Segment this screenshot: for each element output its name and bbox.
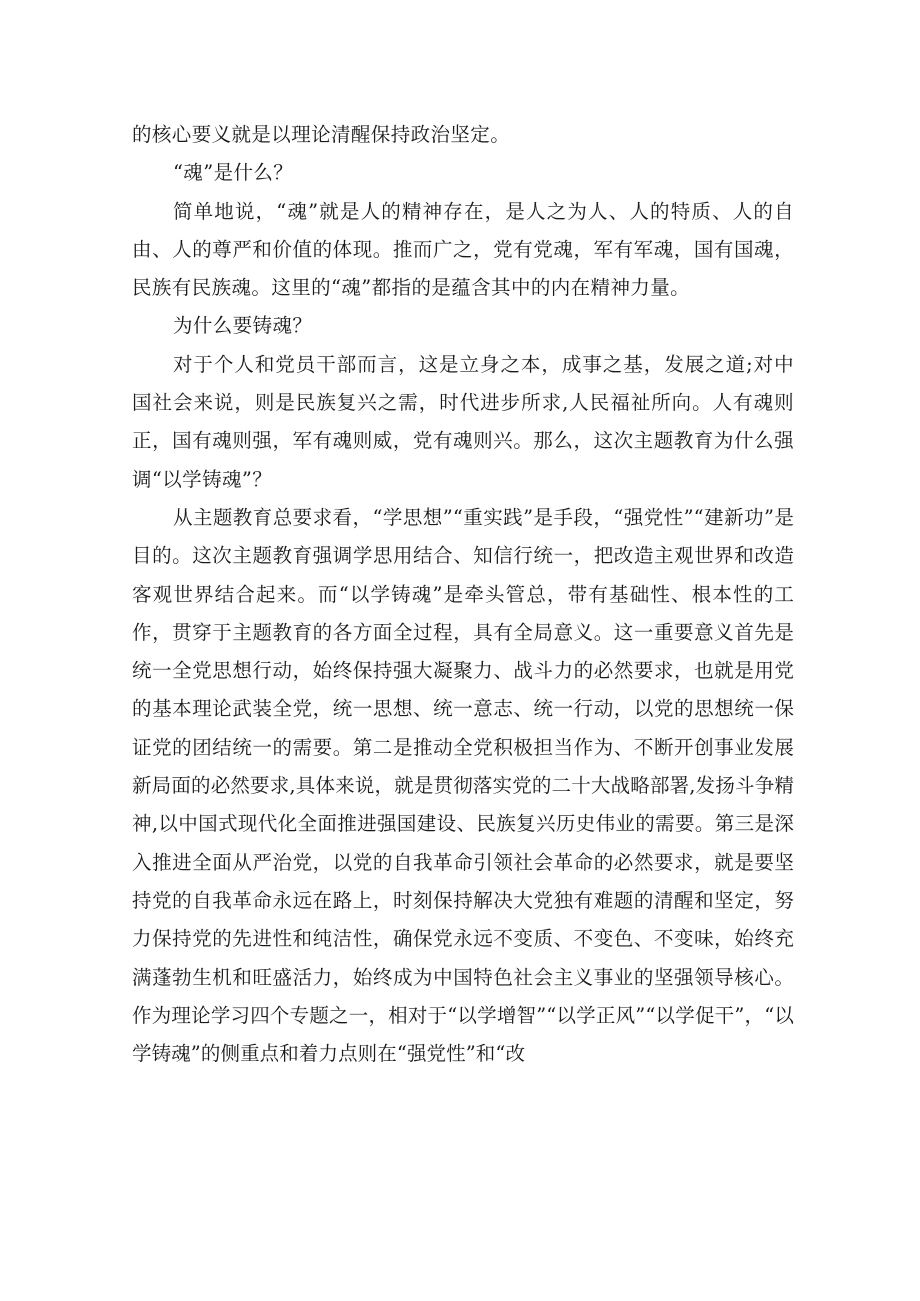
question-heading-what-is-soul: “魂”是什么？ [172,161,294,185]
question-heading-why-forge-soul: 为什么要铸魂？ [172,314,313,338]
paragraph-theme-education: 从主题教育总要求看，“学思想”“重实践”是手段，“强党性”“建新功”是目的。这次主题教育强调学思用结合、知信行统一，把改造主观世界和改造客观世界结合起来。而“以学铸魂”是牵头管总，带有基础性、根本性的工作，贯穿于主题教育的各方面全过程，具有全局意义。这一重要意义首先是统一全党思想行动，始终保持强大凝聚力、战斗力的必然要求，也就是用党的基本理论武装全党，统一思想、统一意志、统一行动，以党的思想统一保证党的团结统一的需要。第二是推动全党积极担当作为、不断开创事业发展新局面的必然要求,具体来说，就是贯彻落实党的二十大战略部署,发扬斗争精神,以中国式现代化全面推进强国建设、民族复兴历史伟业的需要。第三是深入推进全面从严治党，以党的自我革命引领社会革命的必然要求，就是要坚持党的自我革命永远在路上，时刻保持解决大党独有难题的清醒和坚定，努力保持党的先进性和纯洁性，确保党永远不变质、不变色、不变味，始终充满蓬勃生机和旺盛活力，始终成为中国特色社会主义事业的坚强领导核心。作为理论学习四个专题之一，相对于“以学增智”“以学正风”“以学促干”，“以学铸魂”的侧重点和着力点则在“强党性”和“改 [132,505,794,1066]
paragraph-continuation: 的核心要义就是以理论清醒保持政治坚定。 [132,123,511,146]
paragraph-why-forge-soul: 对于个人和党员干部而言，这是立身之本，成事之基，发展之道;对中国社会来说，则是民族复兴之需，时代进步所求,人民福祉所向。人有魂则正，国有魂则强，军有魂则威，党有魂则兴。那么，这次主题教育为什么强调“以学铸魂”？ [132,352,794,491]
document-body [132,116,794,1073]
paragraph-soul-definition: 简单地说，“魂”就是人的精神存在，是人之为人、人的特质、人的自由、人的尊严和价值的体现。推而广之，党有党魂，军有军魂，国有国魂，民族有民族魂。这里的“魂”都指的是蕴含其中的内在精神力量。 [132,199,794,300]
